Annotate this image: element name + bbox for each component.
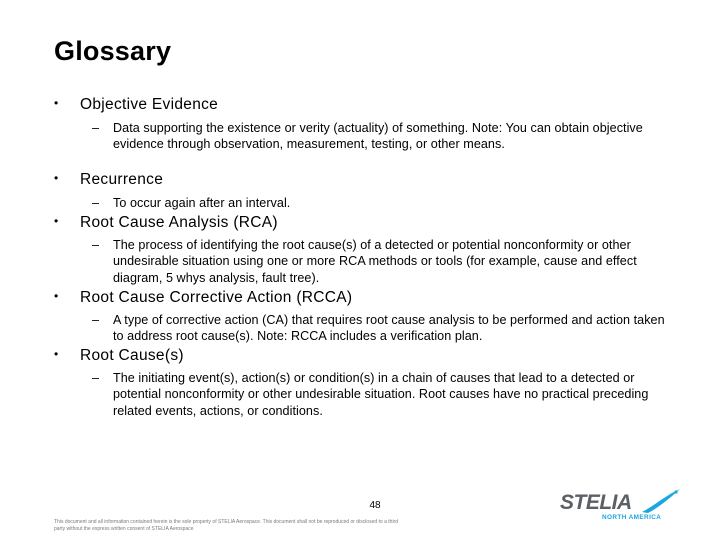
definition-text: To occur again after an interval. — [113, 196, 291, 210]
glossary-definition — [92, 195, 678, 211]
term-label: Recurrence — [80, 171, 164, 188]
page-number: 48 — [369, 500, 381, 511]
glossary-definition — [92, 370, 678, 419]
glossary-term — [54, 289, 352, 307]
term-label: Root Cause Analysis (RCA) — [80, 214, 278, 231]
glossary-term — [54, 171, 163, 189]
svg-text:NORTH AMERICA: NORTH AMERICA — [602, 514, 662, 521]
bullet: • — [54, 96, 59, 110]
bullet: • — [54, 171, 59, 185]
stelia-logo-graphic — [558, 486, 683, 522]
glossary-term — [54, 96, 218, 114]
dash: – — [92, 238, 100, 252]
page-title: Glossary — [54, 36, 172, 66]
definition-text: A type of corrective action (CA) that requires root cause analysis to be performed and action taken to address root cause(s). Note: RCCA includes a verification plan. — [113, 313, 665, 344]
bullet: • — [54, 289, 59, 303]
dash: – — [92, 196, 100, 210]
dash: – — [92, 371, 100, 385]
dash: – — [92, 121, 100, 135]
glossary-definition — [92, 120, 678, 153]
term-label: Root Cause Corrective Action (RCCA) — [80, 289, 353, 306]
glossary-definition — [92, 312, 678, 345]
definition-text: Data supporting the existence or verity (actuality) of something. Note: You can obtain objective evidence through observation, measurement, testing, or other means. — [113, 121, 643, 152]
glossary-term — [54, 347, 184, 365]
stelia-logo — [558, 486, 683, 522]
glossary-term — [54, 214, 278, 232]
term-label: Root Cause(s) — [80, 347, 184, 364]
svg-text:STELIA: STELIA — [560, 491, 632, 514]
bullet: • — [54, 347, 59, 361]
confidentiality-note: This document and all information contained herein is the sole property of STELIA Aerospace. This document shall not be reproduced or disclosed to a third party without the express written consent of STELIA Aerospace — [54, 519, 398, 532]
bullet: • — [54, 214, 59, 228]
dash: – — [92, 313, 100, 327]
definition-text: The initiating event(s), action(s) or condition(s) in a chain of causes that lead to a detected or potential nonconformity or other undesirable situation. Root causes have no practical preceding related events, actions, or conditions. — [113, 371, 649, 418]
term-label: Objective Evidence — [80, 96, 219, 113]
definition-text: The process of identifying the root cause(s) of a detected or potential nonconformity or other undesirable situation using one or more RCA methods or tools (for example, cause and effect diagram, 5 whys analysis, fault tree). — [113, 238, 637, 285]
glossary-definition — [92, 237, 678, 286]
